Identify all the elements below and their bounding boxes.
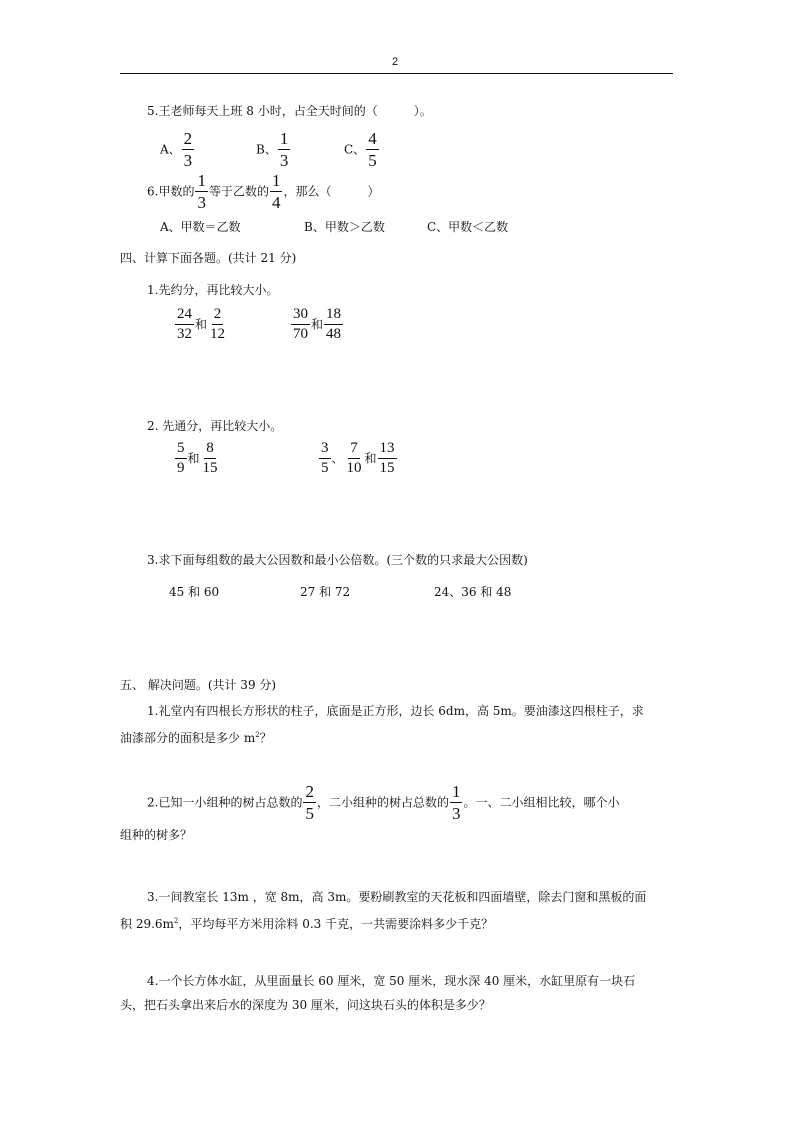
- s4-q3-group-1: 45 和 60: [169, 585, 220, 599]
- q6-option-c: C、甲数＜乙数: [427, 220, 509, 234]
- fraction: [291, 307, 310, 342]
- denominator: 9: [177, 460, 185, 476]
- numerator: 3: [319, 441, 331, 459]
- fraction: [378, 441, 397, 476]
- denominator: 3: [197, 193, 206, 212]
- s4-q3-group-3: 24、36 和 48: [434, 585, 512, 599]
- s5-q3-line2-end: ，平均每平方米用涂料 0.3 千克，一共需要涂料多少千克？: [178, 917, 494, 931]
- and-word: 和: [195, 317, 208, 332]
- fraction: [319, 441, 331, 476]
- numerator: 2: [305, 782, 314, 801]
- numerator: 7: [348, 441, 360, 459]
- fraction: [345, 441, 364, 476]
- s4-q2-pair-1: [174, 441, 221, 476]
- s5-q1-line2-end: ？: [259, 731, 272, 745]
- q6-fraction-2: [270, 172, 283, 211]
- s5-q2-mid: ，二小组种的树占总数的: [316, 795, 449, 810]
- numerator: 5: [175, 441, 187, 459]
- s5-q2-line2: 组种的树多？: [120, 828, 193, 842]
- q6-option-a: A、甲数＝乙数: [160, 220, 241, 234]
- header-rule: [120, 73, 673, 74]
- page-number: 2: [392, 56, 399, 68]
- q6-option-b: B、甲数＞乙数: [304, 220, 385, 234]
- s4-q1-text: 1.先约分，再比较大小。: [147, 283, 279, 297]
- denominator: 4: [271, 193, 281, 212]
- q5-option-b-fraction: [278, 130, 291, 169]
- numerator: 24: [175, 307, 194, 325]
- fraction: [208, 307, 227, 342]
- q5-option-c: [344, 130, 380, 169]
- s5-q3-line2: [120, 913, 493, 932]
- q5-option-a: [160, 130, 195, 169]
- s5-q1-line1: 1.礼堂内有四根长方形状的柱子，底面是正方形，边长 6dm，高 5m。要油漆这四根柱子，求: [147, 704, 644, 718]
- separator: 、: [331, 451, 344, 466]
- fraction: [175, 307, 194, 342]
- superscript: 2: [173, 917, 179, 925]
- s4-q1-pair-2: [290, 307, 344, 342]
- q5-option-c-label: C、: [344, 142, 366, 157]
- numerator: 30: [291, 307, 310, 325]
- numerator: 1: [197, 171, 206, 190]
- numerator: 8: [204, 441, 216, 459]
- denominator: 5: [321, 460, 329, 476]
- s4-q3-text: 3.求下面每组数的最大公因数和最小公倍数。(三个数的只求最大公因数): [147, 553, 528, 567]
- q6-suffix: ，那么（ ）: [283, 184, 380, 199]
- numerator: 1: [279, 129, 289, 148]
- numerator: 18: [324, 307, 343, 325]
- q5-text: 5.王老师每天上班 8 小时，占全天时间的（ ）。: [147, 104, 432, 118]
- s4-q2-text: 2. 先通分，再比较大小。: [147, 419, 283, 433]
- s4-q1-pair-1: [174, 307, 228, 342]
- denominator: 12: [210, 326, 226, 342]
- q5-option-b-label: B、: [256, 142, 277, 157]
- fraction: [175, 441, 187, 476]
- numerator: 1: [271, 171, 281, 190]
- q6-fraction-1: [195, 172, 208, 211]
- s5-q4-line1: 4.一个长方体水缸，从里面量长 60 厘米，宽 50 厘米，现水深 40 厘米，水缸里原有一块石: [147, 974, 636, 988]
- denominator: 32: [177, 326, 192, 342]
- numerator: 2: [183, 129, 193, 148]
- denominator: 3: [279, 151, 289, 170]
- and-word: 和: [187, 451, 200, 466]
- q5-option-c-fraction: [366, 130, 379, 169]
- s5-q2-post: 。一、二小组相比较，哪个小: [463, 795, 620, 810]
- q6-mid: 等于乙数的: [208, 184, 269, 199]
- numerator: 2: [212, 307, 224, 325]
- s4-q2-pair-2: [318, 441, 398, 476]
- denominator: 3: [451, 804, 461, 823]
- section5-title: 五、 解决问题。(共计 39 分): [120, 678, 277, 692]
- denominator: 48: [326, 326, 342, 342]
- q6-text: [147, 172, 379, 211]
- fraction: [201, 441, 220, 476]
- s5-q1-line2: [120, 727, 272, 746]
- s5-q2-fraction-1: [303, 783, 316, 822]
- s4-q3-group-2: 27 和 72: [300, 585, 351, 599]
- fraction: [324, 307, 343, 342]
- superscript: 2: [255, 731, 260, 739]
- q5-option-a-fraction: [182, 130, 195, 169]
- and-word: 和: [311, 317, 324, 332]
- denominator: 3: [183, 151, 193, 170]
- q6-prefix: 6.甲数的: [147, 184, 195, 199]
- denominator: 5: [368, 151, 377, 170]
- numerator: 1: [451, 782, 461, 801]
- numerator: 13: [378, 441, 397, 459]
- s5-q2-pre: 2.已知一小组种的树占总数的: [147, 795, 303, 810]
- q5-option-a-label: A、: [160, 142, 181, 157]
- numerator: 4: [368, 129, 377, 148]
- denominator: 15: [202, 460, 218, 476]
- denominator: 5: [305, 804, 314, 823]
- s5-q4-line2: 头，把石头拿出来后水的深度为 30 厘米，问这块石头的体积是多少？: [120, 998, 491, 1012]
- section4-title: 四、计算下面各题。(共计 21 分): [120, 251, 297, 265]
- s5-q3-line2-text: 积 29.6m: [120, 917, 174, 931]
- denominator: 70: [293, 326, 308, 342]
- s5-q1-line2-text: 油漆部分的面积是多少 m: [120, 731, 256, 745]
- s5-q2-line1: [147, 783, 619, 822]
- denominator: 10: [346, 460, 362, 476]
- q5-option-b: [256, 130, 291, 169]
- and-word: 和: [364, 451, 377, 466]
- denominator: 15: [379, 460, 395, 476]
- s5-q3-line1: 3.一间教室长 13m ，宽 8m，高 3m。要粉刷教室的天花板和四面墙壁，除去门窗和黑板的面: [147, 890, 647, 904]
- s5-q2-fraction-2: [450, 783, 463, 822]
